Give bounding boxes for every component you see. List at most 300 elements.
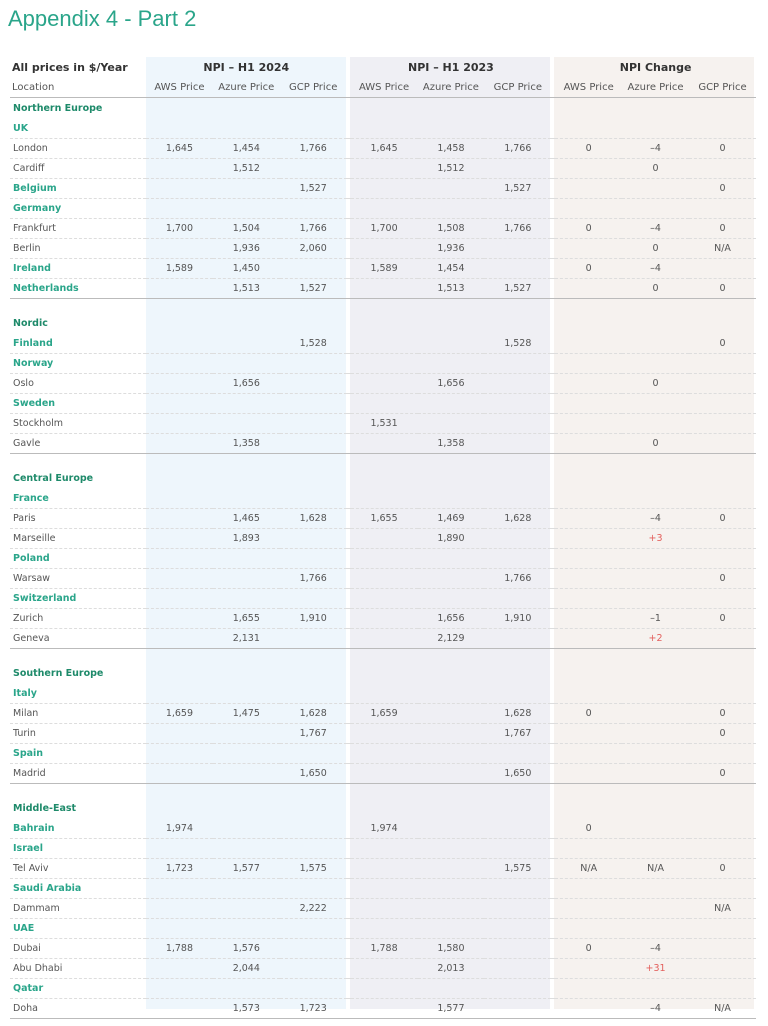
cell-gcp-2024 bbox=[280, 394, 347, 414]
cell-gcp-2023 bbox=[484, 394, 551, 414]
country-row bbox=[10, 684, 756, 704]
cell-gcp-2023 bbox=[484, 839, 551, 859]
cell-gcp-2023 bbox=[484, 159, 551, 179]
cell-gcp-2023: 1,528 bbox=[484, 334, 551, 354]
country-row bbox=[10, 549, 756, 569]
price-table bbox=[10, 57, 756, 1019]
cell-azure-2024: 2,131 bbox=[213, 629, 280, 649]
cell-gcp-2024: 1,723 bbox=[280, 999, 347, 1019]
cell-aws-2024: 1,589 bbox=[146, 259, 213, 279]
cell-gcp-2023 bbox=[484, 744, 551, 764]
cell-azure-2023: 1,454 bbox=[418, 259, 485, 279]
cell-gcp-change bbox=[689, 589, 756, 609]
cell-aws-2024 bbox=[146, 879, 213, 899]
cell-aws-2023 bbox=[351, 279, 418, 299]
cell-aws-change bbox=[555, 899, 622, 919]
cell-azure-change bbox=[622, 414, 689, 434]
cell-gcp-2023 bbox=[484, 999, 551, 1019]
country-row bbox=[10, 279, 756, 299]
cell-gcp-2024 bbox=[280, 259, 347, 279]
cell-aws-2024 bbox=[146, 919, 213, 939]
cell-azure-2023: 1,890 bbox=[418, 529, 485, 549]
city-row bbox=[10, 704, 756, 724]
cell-azure-2024: 1,573 bbox=[213, 999, 280, 1019]
cell-azure-change: –4 bbox=[622, 939, 689, 959]
cell-gcp-2024 bbox=[280, 434, 347, 454]
cell-gcp-2023: 1,575 bbox=[484, 859, 551, 879]
city-name: Gavle bbox=[10, 434, 146, 454]
cell-azure-change bbox=[622, 569, 689, 589]
cell-gcp-2023 bbox=[484, 589, 551, 609]
cell-azure-change: –4 bbox=[622, 219, 689, 239]
city-row bbox=[10, 374, 756, 394]
country-name: Bahrain bbox=[10, 819, 146, 839]
unit-label: All prices in $/Year bbox=[12, 61, 128, 74]
cell-gcp-2024: 1,766 bbox=[280, 219, 347, 239]
cell-aws-2024 bbox=[146, 434, 213, 454]
cell-aws-2024 bbox=[146, 159, 213, 179]
cell-aws-2023 bbox=[351, 859, 418, 879]
cell-aws-2024: 1,974 bbox=[146, 819, 213, 839]
cell-gcp-change: 0 bbox=[689, 139, 756, 159]
cell-aws-2024 bbox=[146, 899, 213, 919]
cell-aws-change bbox=[555, 179, 622, 199]
city-row bbox=[10, 239, 756, 259]
region-row bbox=[10, 98, 756, 120]
city-row bbox=[10, 609, 756, 629]
cell-gcp-2024: 1,575 bbox=[280, 859, 347, 879]
cell-aws-2023: 1,645 bbox=[351, 139, 418, 159]
cell-azure-2023 bbox=[418, 199, 485, 219]
cell-aws-change: 0 bbox=[555, 704, 622, 724]
cell-gcp-2023 bbox=[484, 939, 551, 959]
cell-aws-change bbox=[555, 159, 622, 179]
cell-gcp-2024 bbox=[280, 819, 347, 839]
cell-gcp-2023 bbox=[484, 629, 551, 649]
cell-azure-2023: 1,656 bbox=[418, 609, 485, 629]
cell-aws-2023 bbox=[351, 374, 418, 394]
cell-gcp-change bbox=[689, 414, 756, 434]
cell-aws-change: 0 bbox=[555, 819, 622, 839]
cell-azure-change bbox=[622, 724, 689, 744]
region-row bbox=[10, 798, 756, 819]
cell-gcp-2024: 2,060 bbox=[280, 239, 347, 259]
cell-azure-2023: 1,656 bbox=[418, 374, 485, 394]
cell-aws-2024 bbox=[146, 569, 213, 589]
cell-aws-2024 bbox=[146, 609, 213, 629]
group-npi-change: NPI Change bbox=[619, 61, 692, 74]
cell-azure-2024 bbox=[213, 119, 280, 139]
cell-gcp-2023: 1,650 bbox=[484, 764, 551, 784]
cell-gcp-change: 0 bbox=[689, 764, 756, 784]
cell-aws-2023 bbox=[351, 239, 418, 259]
cell-azure-2023: 1,580 bbox=[418, 939, 485, 959]
city-row bbox=[10, 899, 756, 919]
cell-aws-2023: 1,659 bbox=[351, 704, 418, 724]
country-name: Netherlands bbox=[10, 279, 146, 299]
cell-gcp-change bbox=[689, 354, 756, 374]
cell-gcp-2023 bbox=[484, 414, 551, 434]
cell-azure-2024: 1,465 bbox=[213, 509, 280, 529]
cell-aws-change bbox=[555, 279, 622, 299]
cell-gcp-2023 bbox=[484, 354, 551, 374]
cell-aws-2023 bbox=[351, 434, 418, 454]
city-name: Tel Aviv bbox=[10, 859, 146, 879]
city-row bbox=[10, 219, 756, 239]
cell-gcp-change: 0 bbox=[689, 859, 756, 879]
cell-gcp-2024: 1,628 bbox=[280, 509, 347, 529]
section-divider bbox=[10, 784, 756, 799]
cell-azure-change: 0 bbox=[622, 159, 689, 179]
cell-azure-change bbox=[622, 979, 689, 999]
cell-aws-2023 bbox=[351, 744, 418, 764]
col-aws-change: AWS Price bbox=[555, 78, 622, 98]
cell-aws-2024 bbox=[146, 589, 213, 609]
cell-gcp-2024: 1,650 bbox=[280, 764, 347, 784]
cell-gcp-change: 0 bbox=[689, 704, 756, 724]
cell-aws-change bbox=[555, 589, 622, 609]
city-name: London bbox=[10, 139, 146, 159]
cell-azure-change: –4 bbox=[622, 259, 689, 279]
cell-gcp-change: N/A bbox=[689, 999, 756, 1019]
cell-azure-2024: 1,475 bbox=[213, 704, 280, 724]
country-row bbox=[10, 119, 756, 139]
region-row bbox=[10, 468, 756, 489]
cell-azure-change: 0 bbox=[622, 279, 689, 299]
cell-gcp-2023 bbox=[484, 919, 551, 939]
cell-aws-2023 bbox=[351, 919, 418, 939]
country-row bbox=[10, 179, 756, 199]
cell-azure-change: 0 bbox=[622, 374, 689, 394]
cell-gcp-change bbox=[689, 939, 756, 959]
city-name: Milan bbox=[10, 704, 146, 724]
cell-gcp-2024 bbox=[280, 959, 347, 979]
cell-azure-change bbox=[622, 819, 689, 839]
city-name: Doha bbox=[10, 999, 146, 1019]
city-name: Frankfurt bbox=[10, 219, 146, 239]
cell-aws-2023 bbox=[351, 119, 418, 139]
city-name: Oslo bbox=[10, 374, 146, 394]
country-row bbox=[10, 919, 756, 939]
cell-azure-2023 bbox=[418, 569, 485, 589]
cell-azure-change: +31 bbox=[622, 959, 689, 979]
col-gcp-change: GCP Price bbox=[689, 78, 756, 98]
cell-azure-2024 bbox=[213, 979, 280, 999]
cell-gcp-2024 bbox=[280, 879, 347, 899]
country-name: Switzerland bbox=[10, 589, 146, 609]
cell-aws-2023 bbox=[351, 609, 418, 629]
cell-gcp-change bbox=[689, 394, 756, 414]
city-row bbox=[10, 529, 756, 549]
cell-gcp-2024: 1,528 bbox=[280, 334, 347, 354]
cell-gcp-change: 0 bbox=[689, 569, 756, 589]
cell-gcp-change bbox=[689, 919, 756, 939]
cell-gcp-2023: 1,766 bbox=[484, 569, 551, 589]
page-title: Appendix 4 - Part 2 bbox=[8, 6, 197, 31]
cell-azure-2023 bbox=[418, 394, 485, 414]
cell-aws-2024 bbox=[146, 724, 213, 744]
cell-aws-change bbox=[555, 414, 622, 434]
group-header-row bbox=[10, 57, 756, 78]
city-name: Cardiff bbox=[10, 159, 146, 179]
cell-aws-change bbox=[555, 959, 622, 979]
cell-aws-2024 bbox=[146, 334, 213, 354]
cell-aws-2024 bbox=[146, 839, 213, 859]
cell-aws-2024: 1,788 bbox=[146, 939, 213, 959]
cell-gcp-change bbox=[689, 959, 756, 979]
cell-azure-2023 bbox=[418, 979, 485, 999]
cell-azure-2023 bbox=[418, 684, 485, 704]
cell-azure-2024: 1,454 bbox=[213, 139, 280, 159]
cell-gcp-2024 bbox=[280, 199, 347, 219]
cell-aws-2024 bbox=[146, 999, 213, 1019]
cell-azure-change: +2 bbox=[622, 629, 689, 649]
cell-gcp-change: 0 bbox=[689, 279, 756, 299]
cell-gcp-2024: 1,910 bbox=[280, 609, 347, 629]
city-row bbox=[10, 139, 756, 159]
cell-gcp-2024 bbox=[280, 374, 347, 394]
cell-gcp-2023: 1,766 bbox=[484, 219, 551, 239]
cell-aws-change bbox=[555, 199, 622, 219]
cell-azure-change: –1 bbox=[622, 609, 689, 629]
cell-aws-2024 bbox=[146, 179, 213, 199]
city-row bbox=[10, 764, 756, 784]
cell-gcp-change bbox=[689, 744, 756, 764]
cell-azure-2023 bbox=[418, 119, 485, 139]
cell-gcp-2024: 1,766 bbox=[280, 139, 347, 159]
group-h1-2024: NPI – H1 2024 bbox=[203, 61, 290, 74]
city-name: Turin bbox=[10, 724, 146, 744]
cell-aws-change bbox=[555, 239, 622, 259]
cell-gcp-2023 bbox=[484, 119, 551, 139]
cell-gcp-2024: 1,767 bbox=[280, 724, 347, 744]
cell-aws-2023 bbox=[351, 979, 418, 999]
cell-aws-change bbox=[555, 529, 622, 549]
cell-gcp-2023 bbox=[484, 199, 551, 219]
cell-azure-2024: 1,504 bbox=[213, 219, 280, 239]
cell-azure-2024: 1,893 bbox=[213, 529, 280, 549]
cell-gcp-change bbox=[689, 529, 756, 549]
cell-gcp-change: 0 bbox=[689, 509, 756, 529]
cell-aws-2023: 1,788 bbox=[351, 939, 418, 959]
cell-aws-2024 bbox=[146, 509, 213, 529]
col-aws-2024: AWS Price bbox=[146, 78, 213, 98]
cell-azure-2024 bbox=[213, 334, 280, 354]
cell-aws-2023 bbox=[351, 959, 418, 979]
cell-azure-change bbox=[622, 489, 689, 509]
country-name: UK bbox=[10, 119, 146, 139]
cell-azure-2024 bbox=[213, 414, 280, 434]
cell-aws-2023 bbox=[351, 199, 418, 219]
cell-azure-2024 bbox=[213, 684, 280, 704]
cell-aws-change bbox=[555, 919, 622, 939]
cell-azure-2024 bbox=[213, 199, 280, 219]
col-azure-2024: Azure Price bbox=[213, 78, 280, 98]
cell-azure-2023 bbox=[418, 879, 485, 899]
cell-azure-2023: 2,129 bbox=[418, 629, 485, 649]
city-row bbox=[10, 859, 756, 879]
cell-azure-2023 bbox=[418, 704, 485, 724]
cell-aws-change bbox=[555, 744, 622, 764]
cell-aws-2024 bbox=[146, 549, 213, 569]
cell-gcp-change bbox=[689, 159, 756, 179]
cell-aws-change bbox=[555, 354, 622, 374]
cell-azure-2023: 1,577 bbox=[418, 999, 485, 1019]
country-name: Saudi Arabia bbox=[10, 879, 146, 899]
cell-aws-2023: 1,655 bbox=[351, 509, 418, 529]
region-name: Central Europe bbox=[13, 473, 94, 484]
cell-gcp-2024 bbox=[280, 919, 347, 939]
cell-gcp-2024: 2,222 bbox=[280, 899, 347, 919]
cell-aws-change: 0 bbox=[555, 939, 622, 959]
cell-aws-change bbox=[555, 509, 622, 529]
country-row bbox=[10, 589, 756, 609]
cell-gcp-2023 bbox=[484, 489, 551, 509]
cell-azure-2023 bbox=[418, 724, 485, 744]
city-row bbox=[10, 999, 756, 1019]
cell-azure-change bbox=[622, 179, 689, 199]
cell-azure-2024: 1,936 bbox=[213, 239, 280, 259]
cell-aws-change bbox=[555, 979, 622, 999]
cell-aws-2023 bbox=[351, 899, 418, 919]
cell-aws-2023 bbox=[351, 549, 418, 569]
country-row bbox=[10, 979, 756, 999]
cell-aws-change bbox=[555, 374, 622, 394]
cell-azure-2024 bbox=[213, 489, 280, 509]
cell-gcp-2024 bbox=[280, 979, 347, 999]
column-header-row bbox=[10, 78, 756, 98]
cell-gcp-2024 bbox=[280, 629, 347, 649]
cell-gcp-change bbox=[689, 489, 756, 509]
cell-gcp-2024 bbox=[280, 684, 347, 704]
cell-gcp-2023: 1,910 bbox=[484, 609, 551, 629]
city-row bbox=[10, 509, 756, 529]
cell-azure-2023: 2,013 bbox=[418, 959, 485, 979]
col-aws-2023: AWS Price bbox=[351, 78, 418, 98]
cell-azure-change bbox=[622, 684, 689, 704]
cell-azure-2024: 2,044 bbox=[213, 959, 280, 979]
section-divider bbox=[10, 299, 756, 314]
cell-azure-2024 bbox=[213, 724, 280, 744]
cell-azure-change: 0 bbox=[622, 434, 689, 454]
cell-gcp-2023 bbox=[484, 819, 551, 839]
region-row bbox=[10, 663, 756, 684]
cell-azure-2024 bbox=[213, 354, 280, 374]
city-name: Abu Dhabi bbox=[10, 959, 146, 979]
cell-azure-2024 bbox=[213, 549, 280, 569]
cell-gcp-change bbox=[689, 629, 756, 649]
cell-aws-2024: 1,723 bbox=[146, 859, 213, 879]
cell-gcp-2024: 1,527 bbox=[280, 179, 347, 199]
cell-gcp-2024: 1,628 bbox=[280, 704, 347, 724]
cell-aws-change bbox=[555, 434, 622, 454]
cell-aws-change bbox=[555, 879, 622, 899]
cell-gcp-change bbox=[689, 199, 756, 219]
cell-azure-2023 bbox=[418, 489, 485, 509]
cell-aws-2024 bbox=[146, 684, 213, 704]
cell-aws-2023 bbox=[351, 879, 418, 899]
cell-aws-2023: 1,974 bbox=[351, 819, 418, 839]
cell-aws-2024 bbox=[146, 489, 213, 509]
cell-aws-2023 bbox=[351, 489, 418, 509]
cell-azure-2024: 1,576 bbox=[213, 939, 280, 959]
cell-gcp-2024 bbox=[280, 354, 347, 374]
city-row bbox=[10, 629, 756, 649]
cell-gcp-change: 0 bbox=[689, 609, 756, 629]
cell-azure-2024: 1,512 bbox=[213, 159, 280, 179]
cell-gcp-2023 bbox=[484, 684, 551, 704]
cell-azure-change: –4 bbox=[622, 999, 689, 1019]
country-row bbox=[10, 819, 756, 839]
cell-aws-2024 bbox=[146, 119, 213, 139]
city-row bbox=[10, 724, 756, 744]
city-row bbox=[10, 959, 756, 979]
group-h1-2023: NPI – H1 2023 bbox=[408, 61, 494, 74]
cell-aws-change bbox=[555, 334, 622, 354]
cell-gcp-2023 bbox=[484, 259, 551, 279]
cell-azure-2024 bbox=[213, 839, 280, 859]
section-divider bbox=[10, 649, 756, 664]
cell-aws-change bbox=[555, 724, 622, 744]
cell-azure-2023: 1,508 bbox=[418, 219, 485, 239]
cell-aws-2023 bbox=[351, 629, 418, 649]
region-name: Middle-East bbox=[13, 803, 77, 814]
cell-gcp-2023: 1,766 bbox=[484, 139, 551, 159]
cell-azure-2023 bbox=[418, 859, 485, 879]
cell-azure-change bbox=[622, 839, 689, 859]
country-name: Finland bbox=[10, 334, 146, 354]
cell-gcp-2024 bbox=[280, 414, 347, 434]
city-name: Geneva bbox=[10, 629, 146, 649]
cell-gcp-2023 bbox=[484, 529, 551, 549]
cell-gcp-2023: 1,527 bbox=[484, 279, 551, 299]
city-name: Madrid bbox=[10, 764, 146, 784]
cell-aws-change bbox=[555, 684, 622, 704]
cell-gcp-2023: 1,767 bbox=[484, 724, 551, 744]
table-body bbox=[10, 98, 756, 1019]
cell-azure-2024 bbox=[213, 744, 280, 764]
cell-gcp-change bbox=[689, 839, 756, 859]
cell-gcp-change: 0 bbox=[689, 219, 756, 239]
cell-gcp-change: 0 bbox=[689, 724, 756, 744]
cell-azure-2024 bbox=[213, 569, 280, 589]
cell-gcp-2023 bbox=[484, 899, 551, 919]
cell-gcp-2024: 1,527 bbox=[280, 279, 347, 299]
cell-aws-change bbox=[555, 839, 622, 859]
cell-azure-change bbox=[622, 744, 689, 764]
cell-gcp-2023 bbox=[484, 979, 551, 999]
cell-azure-change bbox=[622, 704, 689, 724]
cell-aws-change: 0 bbox=[555, 219, 622, 239]
cell-aws-2023 bbox=[351, 354, 418, 374]
cell-aws-2024 bbox=[146, 354, 213, 374]
cell-gcp-2024 bbox=[280, 489, 347, 509]
cell-aws-2024 bbox=[146, 279, 213, 299]
cell-azure-2023: 1,469 bbox=[418, 509, 485, 529]
cell-azure-2023 bbox=[418, 414, 485, 434]
region-row bbox=[10, 313, 756, 334]
cell-gcp-2023: 1,628 bbox=[484, 509, 551, 529]
cell-azure-change bbox=[622, 119, 689, 139]
cell-gcp-change bbox=[689, 549, 756, 569]
cell-azure-change: +3 bbox=[622, 529, 689, 549]
col-gcp-2024: GCP Price bbox=[280, 78, 347, 98]
cell-gcp-change bbox=[689, 979, 756, 999]
cell-aws-change bbox=[555, 764, 622, 784]
cell-aws-2024 bbox=[146, 199, 213, 219]
cell-gcp-2023 bbox=[484, 239, 551, 259]
city-row bbox=[10, 414, 756, 434]
